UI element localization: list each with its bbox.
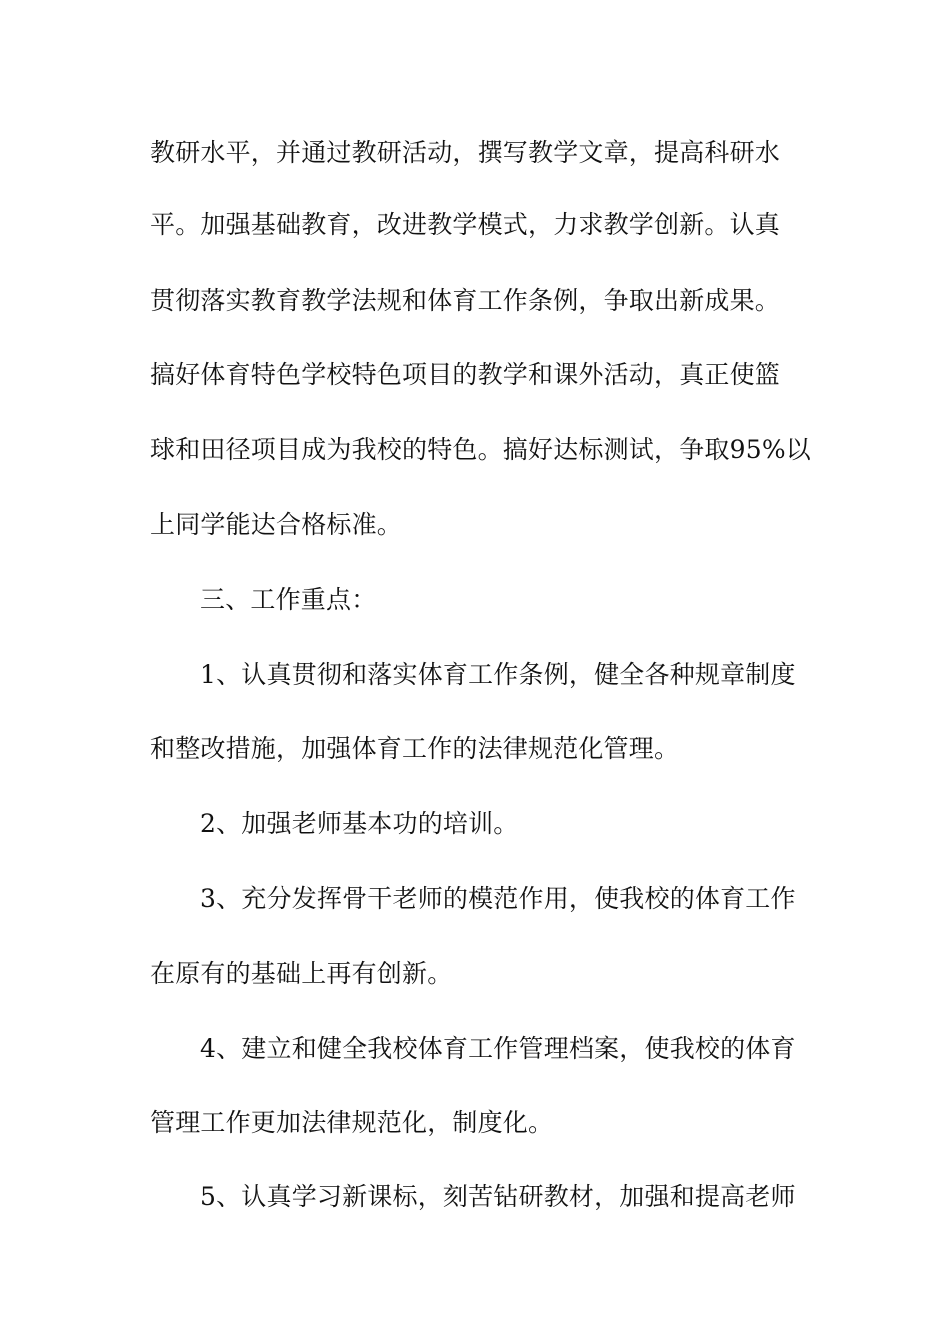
list-item: 1、认真贯彻和落实体育工作条例，健全各种规章制度 bbox=[200, 660, 796, 689]
paragraph-line: 平。加强基础教育，改进教学模式，力求教学创新。认真 bbox=[150, 210, 781, 239]
list-item-continuation: 和整改措施，加强体育工作的法律规范化管理。 bbox=[150, 734, 680, 763]
paragraph-line: 上同学能达合格标准。 bbox=[150, 510, 403, 539]
list-item-continuation: 管理工作更加法律规范化，制度化。 bbox=[150, 1108, 554, 1137]
paragraph-line: 贯彻落实教育教学法规和体育工作条例，争取出新成果。 bbox=[150, 286, 781, 315]
paragraph-line: 教研水平，并通过教研活动，撰写教学文章，提高科研水 bbox=[150, 138, 781, 167]
list-item-continuation: 在原有的基础上再有创新。 bbox=[150, 959, 453, 988]
paragraph-line: 球和田径项目成为我校的特色。搞好达标测试，争取95%以 bbox=[150, 435, 811, 464]
paragraph-line: 搞好体育特色学校特色项目的教学和课外活动，真正使篮 bbox=[150, 360, 781, 389]
list-item: 2、加强老师基本功的培训。 bbox=[200, 809, 519, 838]
list-item: 3、充分发挥骨干老师的模范作用，使我校的体育工作 bbox=[200, 884, 796, 913]
section-heading: 三、工作重点： bbox=[200, 585, 377, 614]
list-item: 5、认真学习新课标，刻苦钻研教材，加强和提高老师 bbox=[200, 1182, 796, 1211]
list-item: 4、建立和健全我校体育工作管理档案，使我校的体育 bbox=[200, 1034, 796, 1063]
